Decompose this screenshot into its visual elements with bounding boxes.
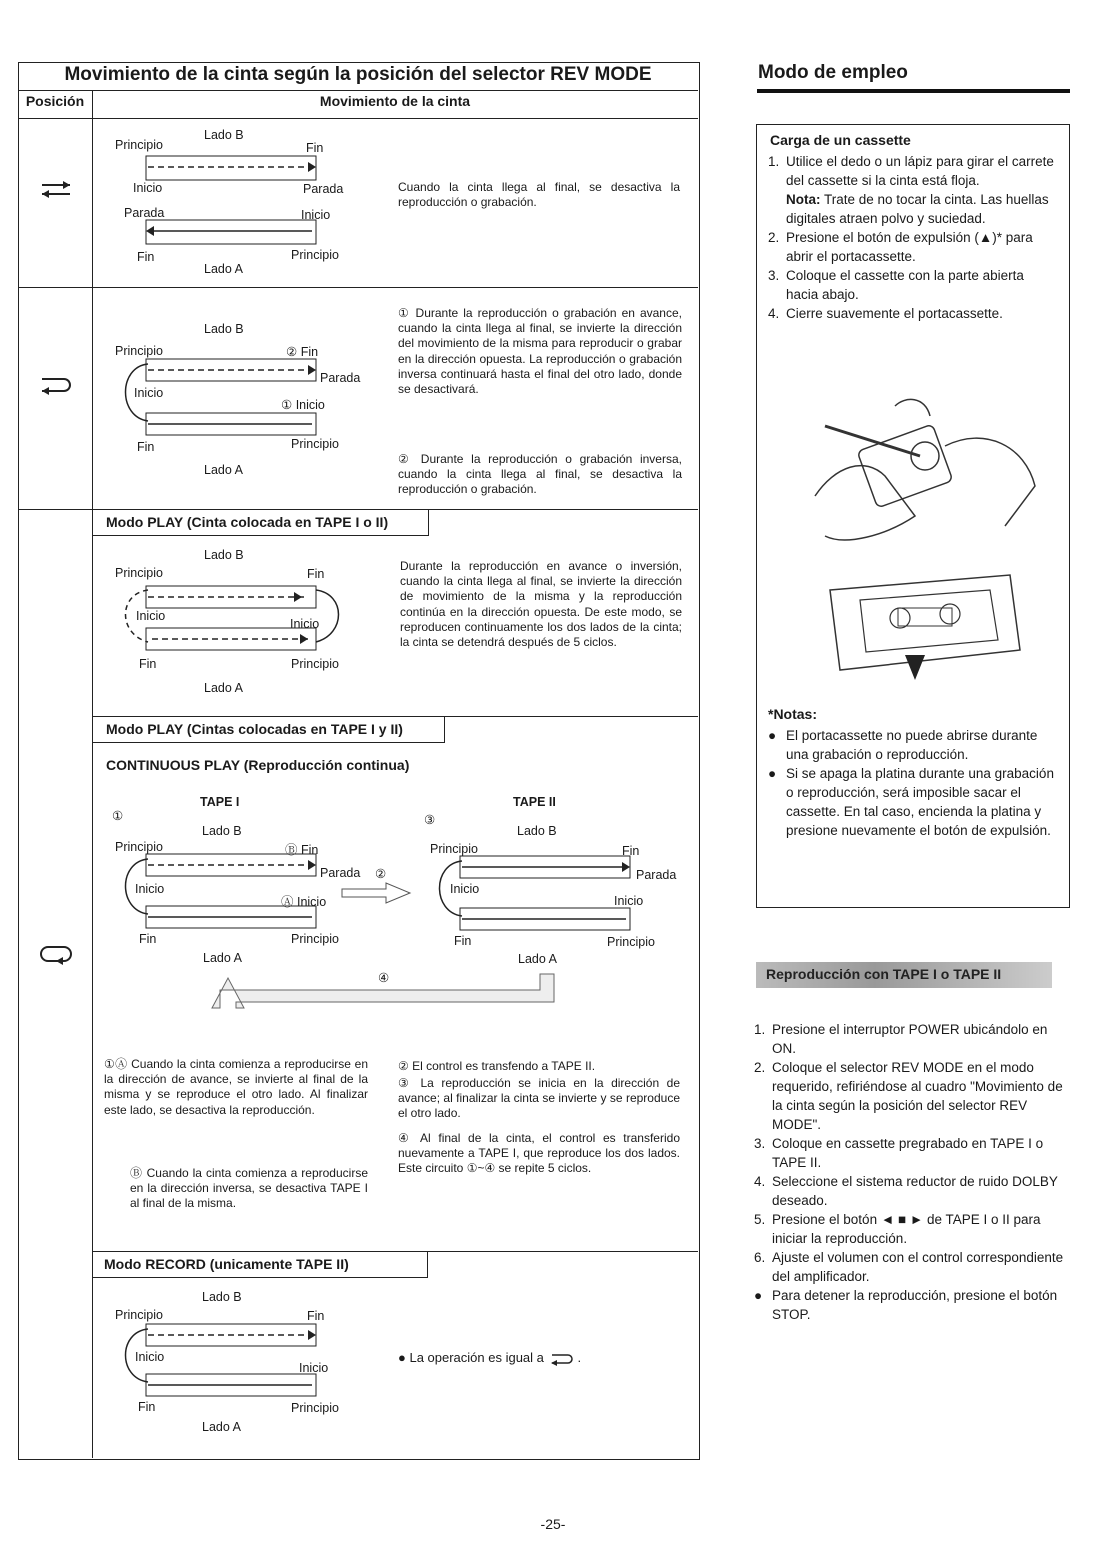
continuous-mode-icon (36, 942, 76, 966)
page-number: -25- (540, 1516, 566, 1532)
play-section-title: Reproducción con TAPE I o TAPE II (756, 962, 1052, 988)
one-way-description: Cuando la cinta llega al final, se desactiva la reproducción o grabación. (398, 180, 680, 210)
continuous-note-2: ② El control es transfendo a TAPE II. (398, 1059, 596, 1073)
cassette-insert-illustration (820, 570, 1030, 685)
loading-steps: 1. Utilice el dedo o un lápiz para girar el carrete del cassette si la cinta está floja. Nota: Trate de no tocar la cinta. Las huellas digitales atraen polvo y suciedad. 2. Presione el botón de expulsión (▲)* para abrir el portacassette. 3. Coloque el cassette con la parte abierta hacia abajo. 4. Cierre suavemente el portacassette. (768, 154, 1054, 321)
column-header-movement: Movimiento de la cinta (319, 93, 471, 109)
notas-list: ● El portacassette no puede abrirse durante una grabación o reproducción. ● Si se apaga la platina durante una grabación o reproducción, será imposible sacar el cassette. En tal caso, encienda la platina y presione nuevamente el botón de expulsión. (768, 728, 1054, 838)
play-single-description: Durante la reproducción en avance o inversión, cuando la cinta llega al final, se invierte la dirección de movimiento de la misma y la reproducción continúa en la dirección opuesta. De este modo, se reproducen continuamente los dos lados de la cinta; la cinta se detendrá después de 5 ciclos. (400, 559, 682, 650)
notas-title: *Notas: (768, 706, 818, 722)
continuous-note-a: ①Ⓐ Cuando la cinta comienza a reproducirse en la dirección de avance, se invierte al final de la misma y se reproduce el otro lado. Al finalizar este lado, se desactiva la reproducción. (104, 1057, 368, 1117)
table-title: Movimiento de la cinta según la posición del selector REV MODE (64, 64, 652, 85)
playback-steps: 1. Presione el interruptor POWER ubicándolo en ON. 2. Coloque el selector REV MODE en el modo requerido, refiriéndose al cuadro "Movimiento de la cinta según la posición del selector REV MODE". 3. Coloque en cassette pregrabado en TAPE I o TAPE II. 4. Seleccione el sistema reductor de ruido DOLBY deseado. 5. Presione el botón ◄ ■ ► de TAPE I o II para iniciar la reproducción. 6. Ajuste el volumen con el control correspondiente del amplificador. ● Para detener la reproducción, presione el botón STOP. (754, 1022, 1064, 1322)
continuous-play-title: CONTINUOUS PLAY (Reproducción continua) (106, 757, 410, 773)
reverse-mode-icon (36, 373, 76, 397)
reverse-mode-icon (548, 1352, 578, 1366)
reverse-note-1: ① Durante la reproducción o grabación en avance, cuando la cinta llega al final, se invierte la dirección del movimiento de la misma para reproducir o grabar en la dirección opuesta. La reproducción o grabación inversa continuará hasta el final del otro lado, donde se desactivará. (398, 306, 682, 397)
section-title-modo-de-empleo: Modo de empleo (758, 62, 908, 83)
one-way-mode-icon (36, 178, 76, 202)
play-both-title: Modo PLAY (Cintas colocadas en TAPE I y II) (106, 721, 403, 737)
continuous-note-4: ④ Al final de la cinta, el control es transferido nuevamente a TAPE I, que reproduce los dos lados. Este circuito ①~④ se repite 5 ciclos. (398, 1131, 680, 1176)
record-mode-title: Modo RECORD (unicamente TAPE II) (104, 1256, 349, 1272)
cassette-winding-illustration (805, 396, 1045, 556)
record-description: ● La operación es igual a . (398, 1350, 582, 1365)
reverse-note-2: ② Durante la reproducción o grabación inversa, cuando la cinta llega al final, se desactiva la reproducción o grabación. (398, 452, 682, 497)
continuous-note-3: ③ La reproducción se inicia en la dirección de avance; al finalizar la cinta se invierte y se reproduce el otro lado. (398, 1076, 680, 1121)
column-header-position: Posición (25, 93, 85, 109)
cassette-loading-title: Carga de un cassette (770, 132, 911, 148)
play-single-title: Modo PLAY (Cinta colocada en TAPE I o II) (106, 514, 389, 530)
continuous-note-b: Ⓑ Cuando la cinta comienza a reproducirse en la dirección inversa, se desactiva TAPE I al final de la misma. (130, 1166, 368, 1211)
